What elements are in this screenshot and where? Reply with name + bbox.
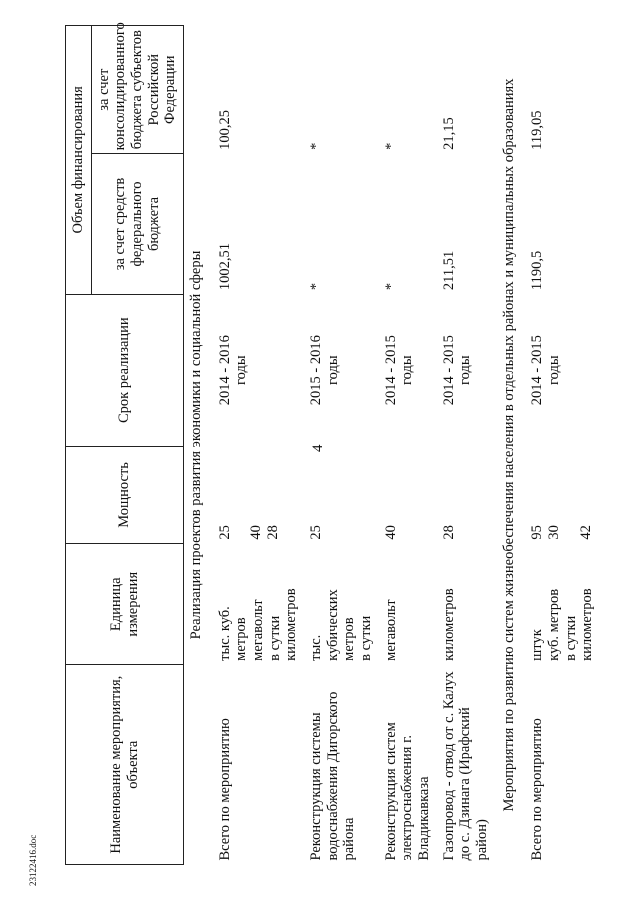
section-title: Мероприятия по развитию систем жизнеобеспечения населения в отдельных районах и муниципальных образованиях — [500, 78, 517, 812]
cell-term — [527, 294, 602, 446]
cell-unit — [306, 544, 381, 665]
cell-power — [215, 446, 306, 543]
power-line: 95 — [529, 525, 546, 540]
cell-federal: 1002,51 — [216, 242, 233, 291]
term-line: 2014 - 2016 — [216, 335, 233, 406]
unit-line: в сутки — [358, 615, 375, 661]
header-regional: за счет консолидированного бюджета субъектов Российской Федерации — [91, 26, 183, 154]
term-line: годы — [324, 355, 341, 385]
cell-term — [439, 294, 497, 446]
cell-term — [306, 294, 381, 446]
cell-name: Реконструкция системы водоснабжения Дигорского района — [308, 691, 358, 861]
rotated-table-container — [65, 22, 630, 865]
cell-regional: * — [382, 142, 399, 150]
section2-title-row — [497, 26, 528, 865]
unit-line: мегавольт — [382, 599, 399, 661]
funding-table — [65, 22, 602, 865]
unit-line: километров — [440, 588, 457, 661]
table-row — [527, 26, 602, 865]
header-power: Мощность — [66, 446, 184, 543]
term-line: годы — [233, 355, 250, 385]
power-line: 42 — [577, 525, 594, 540]
cell-power — [527, 446, 602, 543]
term-line: годы — [399, 355, 416, 385]
unit-line: тыс. куб. — [216, 606, 233, 661]
term-line: годы — [457, 355, 474, 385]
cell-name: Всего по мероприятию — [216, 718, 233, 861]
cell-term — [215, 294, 306, 446]
cell-federal: * — [382, 282, 399, 291]
cell-federal: * — [308, 282, 325, 291]
unit-line: кубических — [324, 589, 341, 661]
cell-regional: 100,25 — [216, 110, 233, 150]
cell-power — [439, 446, 497, 543]
unit-line: мегавольт — [250, 599, 267, 661]
cell-name: Реконструкция систем электроснабжения г. Владикавказа — [382, 722, 433, 861]
cell-unit — [439, 544, 497, 665]
table-row — [381, 26, 439, 865]
page-number: 4 — [310, 444, 326, 452]
power-line: 25 — [216, 525, 233, 540]
header-funding: Объем финансирования — [66, 26, 92, 295]
table-body — [184, 26, 603, 865]
cell-regional: * — [308, 142, 325, 150]
cell-term — [381, 294, 439, 446]
unit-line: километров — [283, 588, 300, 661]
cell-unit — [381, 544, 439, 665]
table-row — [215, 26, 306, 865]
table-row — [439, 26, 497, 865]
unit-line: метров — [341, 617, 358, 661]
section-title: Реализация проектов развития экономики и социальной сферы — [188, 250, 205, 640]
unit-line: километров — [579, 588, 596, 661]
unit-line: штук — [529, 629, 546, 661]
unit-line: в сутки — [562, 615, 579, 661]
header-unit: Единица измерения — [66, 544, 184, 665]
power-line: 30 — [546, 525, 563, 540]
power-line — [563, 450, 578, 539]
cell-unit — [527, 544, 602, 665]
cell-federal: 1190,5 — [529, 250, 546, 291]
table-row — [306, 26, 381, 865]
cell-power — [306, 446, 381, 543]
unit-line: метров — [233, 617, 250, 661]
unit-line: тыс. — [308, 634, 325, 661]
cell-power — [381, 446, 439, 543]
power-line — [282, 450, 297, 539]
cell-federal: 211,51 — [440, 250, 457, 291]
header-federal: за счет средств федерального бюджета — [91, 154, 183, 294]
cell-regional: 119,05 — [529, 110, 546, 150]
cell-name: Всего по мероприятию — [529, 718, 546, 861]
power-line — [340, 450, 355, 539]
term-line: годы — [546, 355, 563, 385]
power-line: 40 — [382, 525, 399, 540]
cell-unit — [215, 544, 306, 665]
power-line: 40 — [248, 525, 265, 540]
term-line: 2014 - 2015 — [382, 335, 399, 406]
power-line: 28 — [440, 525, 457, 540]
header-name: Наименование мероприятия, объекта — [66, 665, 184, 865]
power-line: 28 — [265, 525, 282, 540]
power-line: 25 — [308, 525, 325, 540]
cell-regional: 21,15 — [440, 117, 457, 150]
header-term: Срок реализации — [66, 294, 184, 446]
cell-name: Газопровод - отвод от с. Калух до с. Дзинага (Ирафский район) — [440, 671, 491, 861]
term-line: 2014 - 2015 — [529, 335, 546, 406]
section1-title-row — [184, 26, 215, 865]
document-code: 23122416.doc — [28, 834, 38, 886]
power-line — [355, 450, 370, 539]
unit-line: куб. метров — [546, 588, 563, 661]
term-line: 2015 - 2016 — [308, 335, 325, 406]
unit-line: в сутки — [266, 615, 283, 661]
term-line: 2014 - 2015 — [440, 335, 457, 406]
power-line — [233, 450, 248, 539]
power-line — [325, 450, 340, 539]
